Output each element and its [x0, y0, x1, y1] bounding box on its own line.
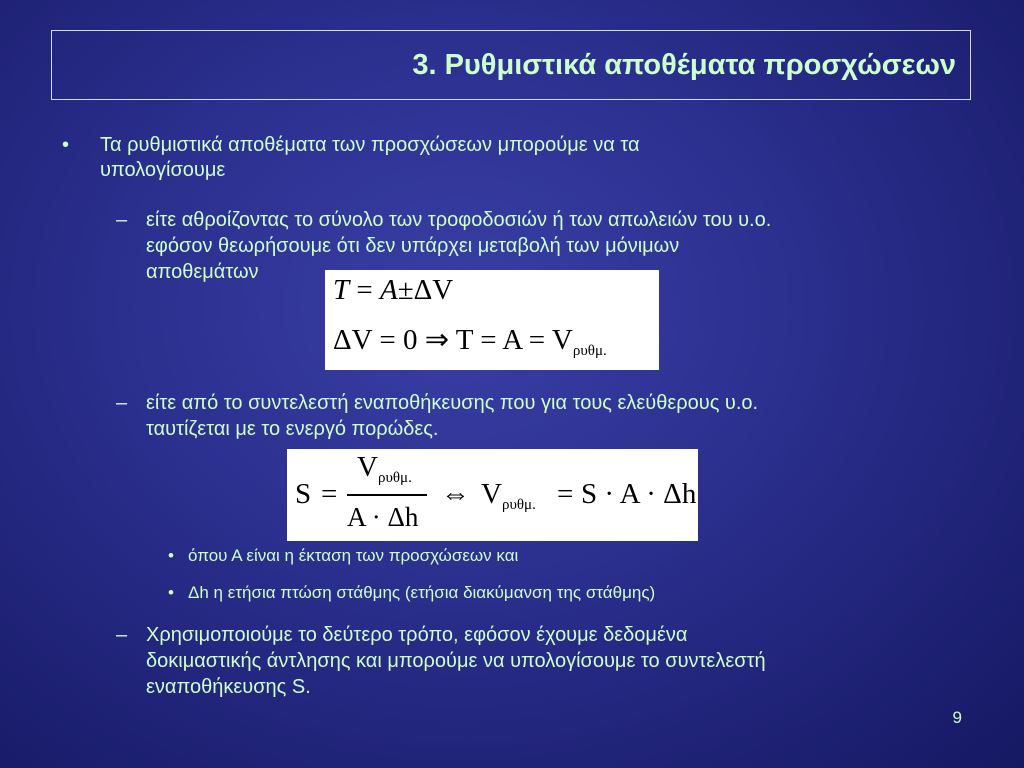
- intro-line-1: Τα ρυθμιστικά αποθέματα των προσχώσεων μπορούμε να τα: [100, 134, 640, 156]
- formula2-rhs: S · A · Δh: [581, 478, 697, 510]
- dash-marker-1: –: [116, 209, 128, 231]
- symbol-equals: =: [321, 478, 338, 510]
- symbol-equals: =: [356, 274, 373, 306]
- page-number: 9: [952, 708, 962, 727]
- symbol-T: T: [455, 324, 473, 356]
- symbol-A: A: [380, 274, 398, 306]
- formula2-rhs-v: [481, 478, 536, 514]
- symbol-zero: 0: [402, 324, 418, 356]
- method1-line-3: αποθεμάτων: [146, 261, 259, 283]
- title-box: [51, 30, 971, 100]
- symbol-V: V: [357, 451, 378, 483]
- symbol-equals: =: [557, 478, 574, 510]
- method2-line-2: ταυτίζεται με το ενεργό πορώδες.: [146, 418, 439, 440]
- symbol-V: V: [551, 324, 573, 356]
- intro-line-2: υπολογίσουμε: [100, 159, 226, 181]
- subscript-rythm: ρυθμ.: [572, 343, 607, 359]
- symbol-V: V: [481, 478, 502, 510]
- conclusion-line-1: Χρησιμοποιούμε το δεύτερο τρόπο, εφόσον έχουμε δεδομένα: [146, 624, 688, 646]
- symbol-T: T: [333, 274, 350, 306]
- method1-line-1: είτε αθροίζοντας το σύνολο των τροφοδοσιών ή των απωλειών του υ.ο.: [146, 209, 772, 231]
- symbol-S: S: [295, 478, 312, 510]
- symbol-delta-V: ΔV: [413, 274, 454, 306]
- symbol-equals: =: [379, 324, 396, 356]
- subscript-rythm: ρυθμ.: [501, 497, 536, 513]
- symbol-plus-minus: ±: [397, 274, 414, 306]
- formula1-row1: [333, 274, 453, 307]
- symbol-delta-V: ΔV: [333, 324, 373, 356]
- small-bullet-marker-2: •: [168, 583, 174, 602]
- dash-marker-3: –: [116, 624, 128, 646]
- fraction-numerator: [357, 451, 412, 487]
- storage-coefficient-formula: [287, 449, 698, 541]
- method1-line-2: εφόσον θεωρήσουμε ότι δεν υπάρχει μεταβολή των μόνιμων: [146, 235, 680, 257]
- method2-line-1: είτε από το συντελεστή εναποθήκευσης που για τους ελεύθερους υ.ο.: [146, 392, 759, 414]
- conclusion-line-3: εναποθήκευσης S.: [146, 676, 311, 698]
- water-balance-formula: [325, 270, 659, 370]
- fraction-bar: [347, 494, 427, 496]
- fraction-denominator: A · Δh: [347, 502, 419, 532]
- where-dh-line: Δh η ετήσια πτώση στάθμης (ετήσια διακύμανση της στάθμης): [188, 583, 656, 602]
- symbol-equals: =: [528, 324, 546, 356]
- symbol-implies: ⇒: [424, 324, 449, 356]
- symbol-iff: ⇔: [441, 478, 470, 510]
- symbol-A: A: [502, 324, 522, 356]
- formula1-row2: [333, 322, 607, 360]
- subscript-rythm: ρυθμ.: [377, 470, 412, 486]
- small-bullet-marker-1: •: [168, 546, 174, 565]
- dash-marker-2: –: [116, 392, 128, 414]
- bullet-marker: •: [62, 134, 70, 156]
- conclusion-line-2: δοκιμαστικής άντλησης και μπορούμε να υπολογίσουμε το συντελεστή: [146, 650, 766, 672]
- symbol-equals: =: [480, 324, 497, 356]
- where-A-line: όπου Α είναι η έκταση των προσχώσεων και: [188, 546, 519, 565]
- slide-title: 3. Ρυθμιστικά αποθέματα προσχώσεων: [412, 49, 956, 81]
